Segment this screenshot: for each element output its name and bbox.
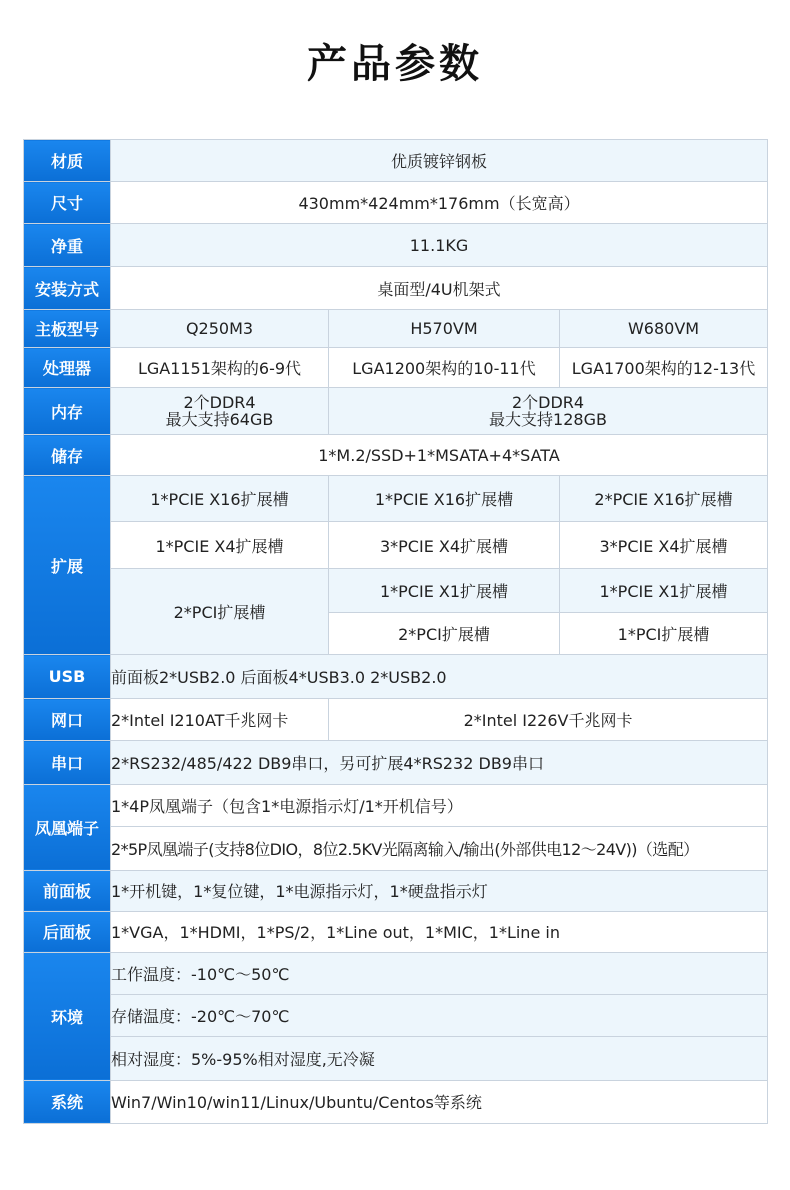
memory-2-count: 2个DDR4: [511, 393, 585, 413]
row-phoenix-2: [24, 826, 768, 870]
row-env-1: [24, 952, 768, 994]
row-board: [24, 310, 768, 348]
row-os: [24, 1080, 768, 1123]
label-material: 材质: [24, 140, 111, 182]
row-front: [24, 870, 768, 911]
value-network-1: 2*Intel I210AT千兆网卡: [111, 699, 329, 741]
value-board-2: H570VM: [329, 310, 560, 348]
value-env-2: 存储温度：-20℃～70℃: [111, 994, 768, 1036]
row-weight: [24, 224, 768, 267]
value-front: 1*开机键，1*复位键，1*电源指示灯，1*硬盘指示灯: [111, 870, 768, 911]
memory-1-max: 最大支持64GB: [165, 410, 274, 430]
row-env-3: [24, 1036, 768, 1080]
label-serial: 串口: [24, 741, 111, 784]
value-rear: 1*VGA，1*HDMI，1*PS/2，1*Line out，1*MIC，1*Line in: [111, 911, 768, 952]
row-expansion-1: [24, 476, 768, 522]
value-expansion-r2c2: 3*PCIE X4扩展槽: [329, 522, 560, 569]
label-env: 环境: [24, 952, 111, 1080]
row-mount: [24, 267, 768, 310]
value-os: Win7/Win10/win11/Linux/Ubuntu/Centos等系统: [111, 1080, 768, 1123]
label-storage: 储存: [24, 435, 111, 476]
label-os: 系统: [24, 1080, 111, 1123]
value-expansion-r2c3: 3*PCIE X4扩展槽: [560, 522, 768, 569]
value-material: 优质镀锌钢板: [111, 140, 768, 182]
row-size: [24, 182, 768, 224]
row-expansion-2: [24, 522, 768, 569]
label-weight: 净重: [24, 224, 111, 267]
label-front: 前面板: [24, 870, 111, 911]
value-memory-2: [329, 388, 768, 435]
value-cpu-1: LGA1151架构的6-9代: [111, 348, 329, 388]
value-board-3: W680VM: [560, 310, 768, 348]
value-serial: 2*RS232/485/422 DB9串口，另可扩展4*RS232 DB9串口: [111, 741, 768, 784]
memory-2-max: 最大支持128GB: [489, 410, 607, 430]
label-size: 尺寸: [24, 182, 111, 224]
label-usb: USB: [24, 655, 111, 699]
value-expansion-r2c1: 1*PCIE X4扩展槽: [111, 522, 329, 569]
value-env-1: 工作温度：-10℃～50℃: [111, 952, 768, 994]
row-cpu: [24, 348, 768, 388]
value-expansion-r1c3: 2*PCIE X16扩展槽: [560, 476, 768, 522]
value-phoenix-1: 1*4P凤凰端子（包含1*电源指示灯/1*开机信号）: [111, 784, 768, 826]
value-cpu-2: LGA1200架构的10-11代: [329, 348, 560, 388]
label-cpu: 处理器: [24, 348, 111, 388]
value-expansion-r3c2: 1*PCIE X1扩展槽: [329, 569, 560, 613]
row-memory: [24, 388, 768, 435]
value-expansion-r1c2: 1*PCIE X16扩展槽: [329, 476, 560, 522]
spec-table: [23, 139, 768, 1124]
row-phoenix-1: [24, 784, 768, 826]
value-size: 430mm*424mm*176mm（长宽高）: [111, 182, 768, 224]
label-phoenix: 凤凰端子: [24, 784, 111, 870]
memory-1-count: 2个DDR4: [183, 393, 256, 413]
row-serial: [24, 741, 768, 784]
label-memory: 内存: [24, 388, 111, 435]
value-usb: 前面板2*USB2.0 后面板4*USB3.0 2*USB2.0: [111, 655, 768, 699]
label-board: 主板型号: [24, 310, 111, 348]
value-cpu-3: LGA1700架构的12-13代: [560, 348, 768, 388]
value-storage: 1*M.2/SSD+1*MSATA+4*SATA: [111, 435, 768, 476]
value-env-3: 相对湿度：5%-95%相对湿度,无冷凝: [111, 1036, 768, 1080]
row-storage: [24, 435, 768, 476]
label-expansion: 扩展: [24, 476, 111, 655]
row-rear: [24, 911, 768, 952]
value-board-1: Q250M3: [111, 310, 329, 348]
row-env-2: [24, 994, 768, 1036]
label-mount: 安装方式: [24, 267, 111, 310]
value-expansion-r3c1: 2*PCI扩展槽: [111, 569, 329, 655]
value-mount: 桌面型/4U机架式: [111, 267, 768, 310]
value-phoenix-2: 2*5P凤凰端子(支持8位DIO，8位2.5KV光隔离输入/输出(外部供电12～24V))（选配）: [111, 826, 768, 870]
value-expansion-r4c2: 2*PCI扩展槽: [329, 613, 560, 655]
label-rear: 后面板: [24, 911, 111, 952]
label-network: 网口: [24, 699, 111, 741]
row-network: [24, 699, 768, 741]
value-weight: 11.1KG: [111, 224, 768, 267]
value-expansion-r3c3: 1*PCIE X1扩展槽: [560, 569, 768, 613]
row-expansion-3: [24, 569, 768, 613]
row-usb: [24, 655, 768, 699]
page-title: 产品参数: [307, 41, 483, 87]
row-material: [24, 140, 768, 182]
value-expansion-r4c3: 1*PCI扩展槽: [560, 613, 768, 655]
value-expansion-r1c1: 1*PCIE X16扩展槽: [111, 476, 329, 522]
value-memory-1: [111, 388, 329, 435]
value-network-2: 2*Intel I226V千兆网卡: [329, 699, 768, 741]
